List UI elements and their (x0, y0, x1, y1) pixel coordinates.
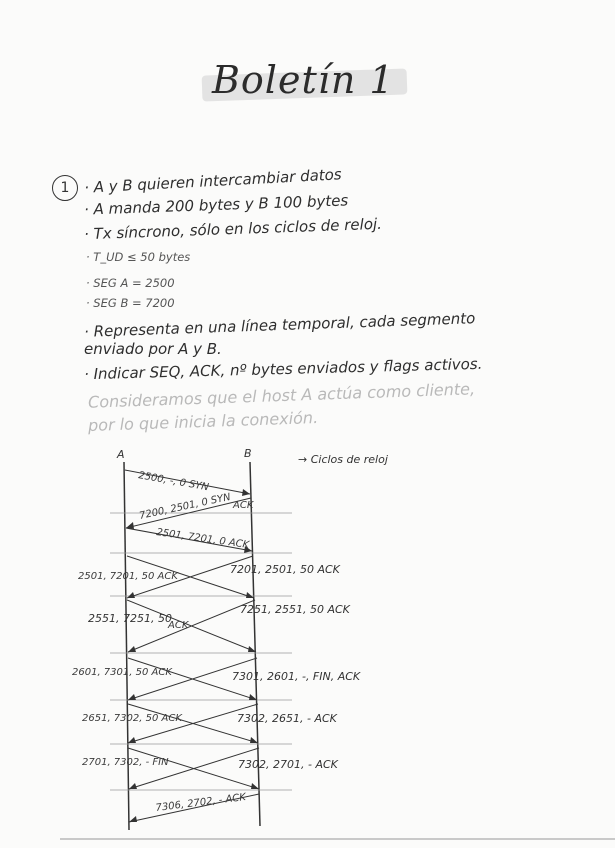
timeline-b (250, 462, 260, 826)
label-b4: 7302, 2651, - ACK (237, 712, 337, 725)
label-syn: 2500, -, 0 SYN (137, 470, 210, 494)
timeline-a (124, 462, 129, 830)
label-a5: 2701, 7302, - FIN (82, 757, 169, 768)
exercise-number: 1 (52, 175, 78, 201)
line-2: · A manda 200 bytes y B 100 bytes (83, 191, 349, 219)
label-b2: 7251, 2551, 50 ACK (240, 603, 350, 616)
line-4: · T_UD ≤ 50 bytes (86, 250, 191, 264)
line-3: · Tx síncrono, sólo en los ciclos de reloj. (83, 214, 383, 244)
page-title: Boletín 1 (212, 58, 395, 102)
note-line-2: por lo que inicia la conexión. (87, 407, 319, 436)
label-b3: 7301, 2601, -, FIN, ACK (232, 670, 361, 683)
label-synack-ack: ACK (233, 500, 254, 511)
line-9: · Indicar SEQ, ACK, nº bytes enviados y flags activos. (83, 354, 483, 384)
host-b-label: B (244, 447, 252, 460)
label-a2: 2551, 7251, 50 (88, 612, 172, 625)
line-5: · SEG A = 2500 (86, 276, 175, 290)
label-b1: 7201, 2501, 50 ACK (230, 563, 340, 576)
line-6: · SEG B = 7200 (86, 296, 175, 310)
label-a2-ack: ACK (168, 620, 189, 631)
clock-ticks (110, 513, 292, 790)
host-a-label: A (117, 448, 125, 461)
label-a3: 2601, 7301, 50 ACK (72, 667, 172, 678)
clock-note: → Ciclos de reloj (298, 453, 388, 466)
label-ack: 2501, 7201, 0 ACK (155, 527, 250, 551)
label-final: 7306, 2702, - ACK (155, 791, 247, 814)
label-synack: 7200, 2501, 0 SYN (138, 491, 232, 522)
label-a1: 2501, 7201, 50 ACK (78, 571, 178, 582)
line-7: · Representa en una línea temporal, cada segmento (83, 309, 476, 341)
page-bottom-edge (60, 838, 615, 840)
note-line-1: Consideramos que el host A actúa como cliente, (87, 379, 476, 412)
label-a4: 2651, 7302, 50 ACK (82, 713, 182, 724)
line-8: enviado por A y B. (84, 340, 222, 358)
label-b5: 7302, 2701, - ACK (238, 758, 338, 771)
line-1: · A y B quieren intercambiar datos (83, 165, 343, 197)
